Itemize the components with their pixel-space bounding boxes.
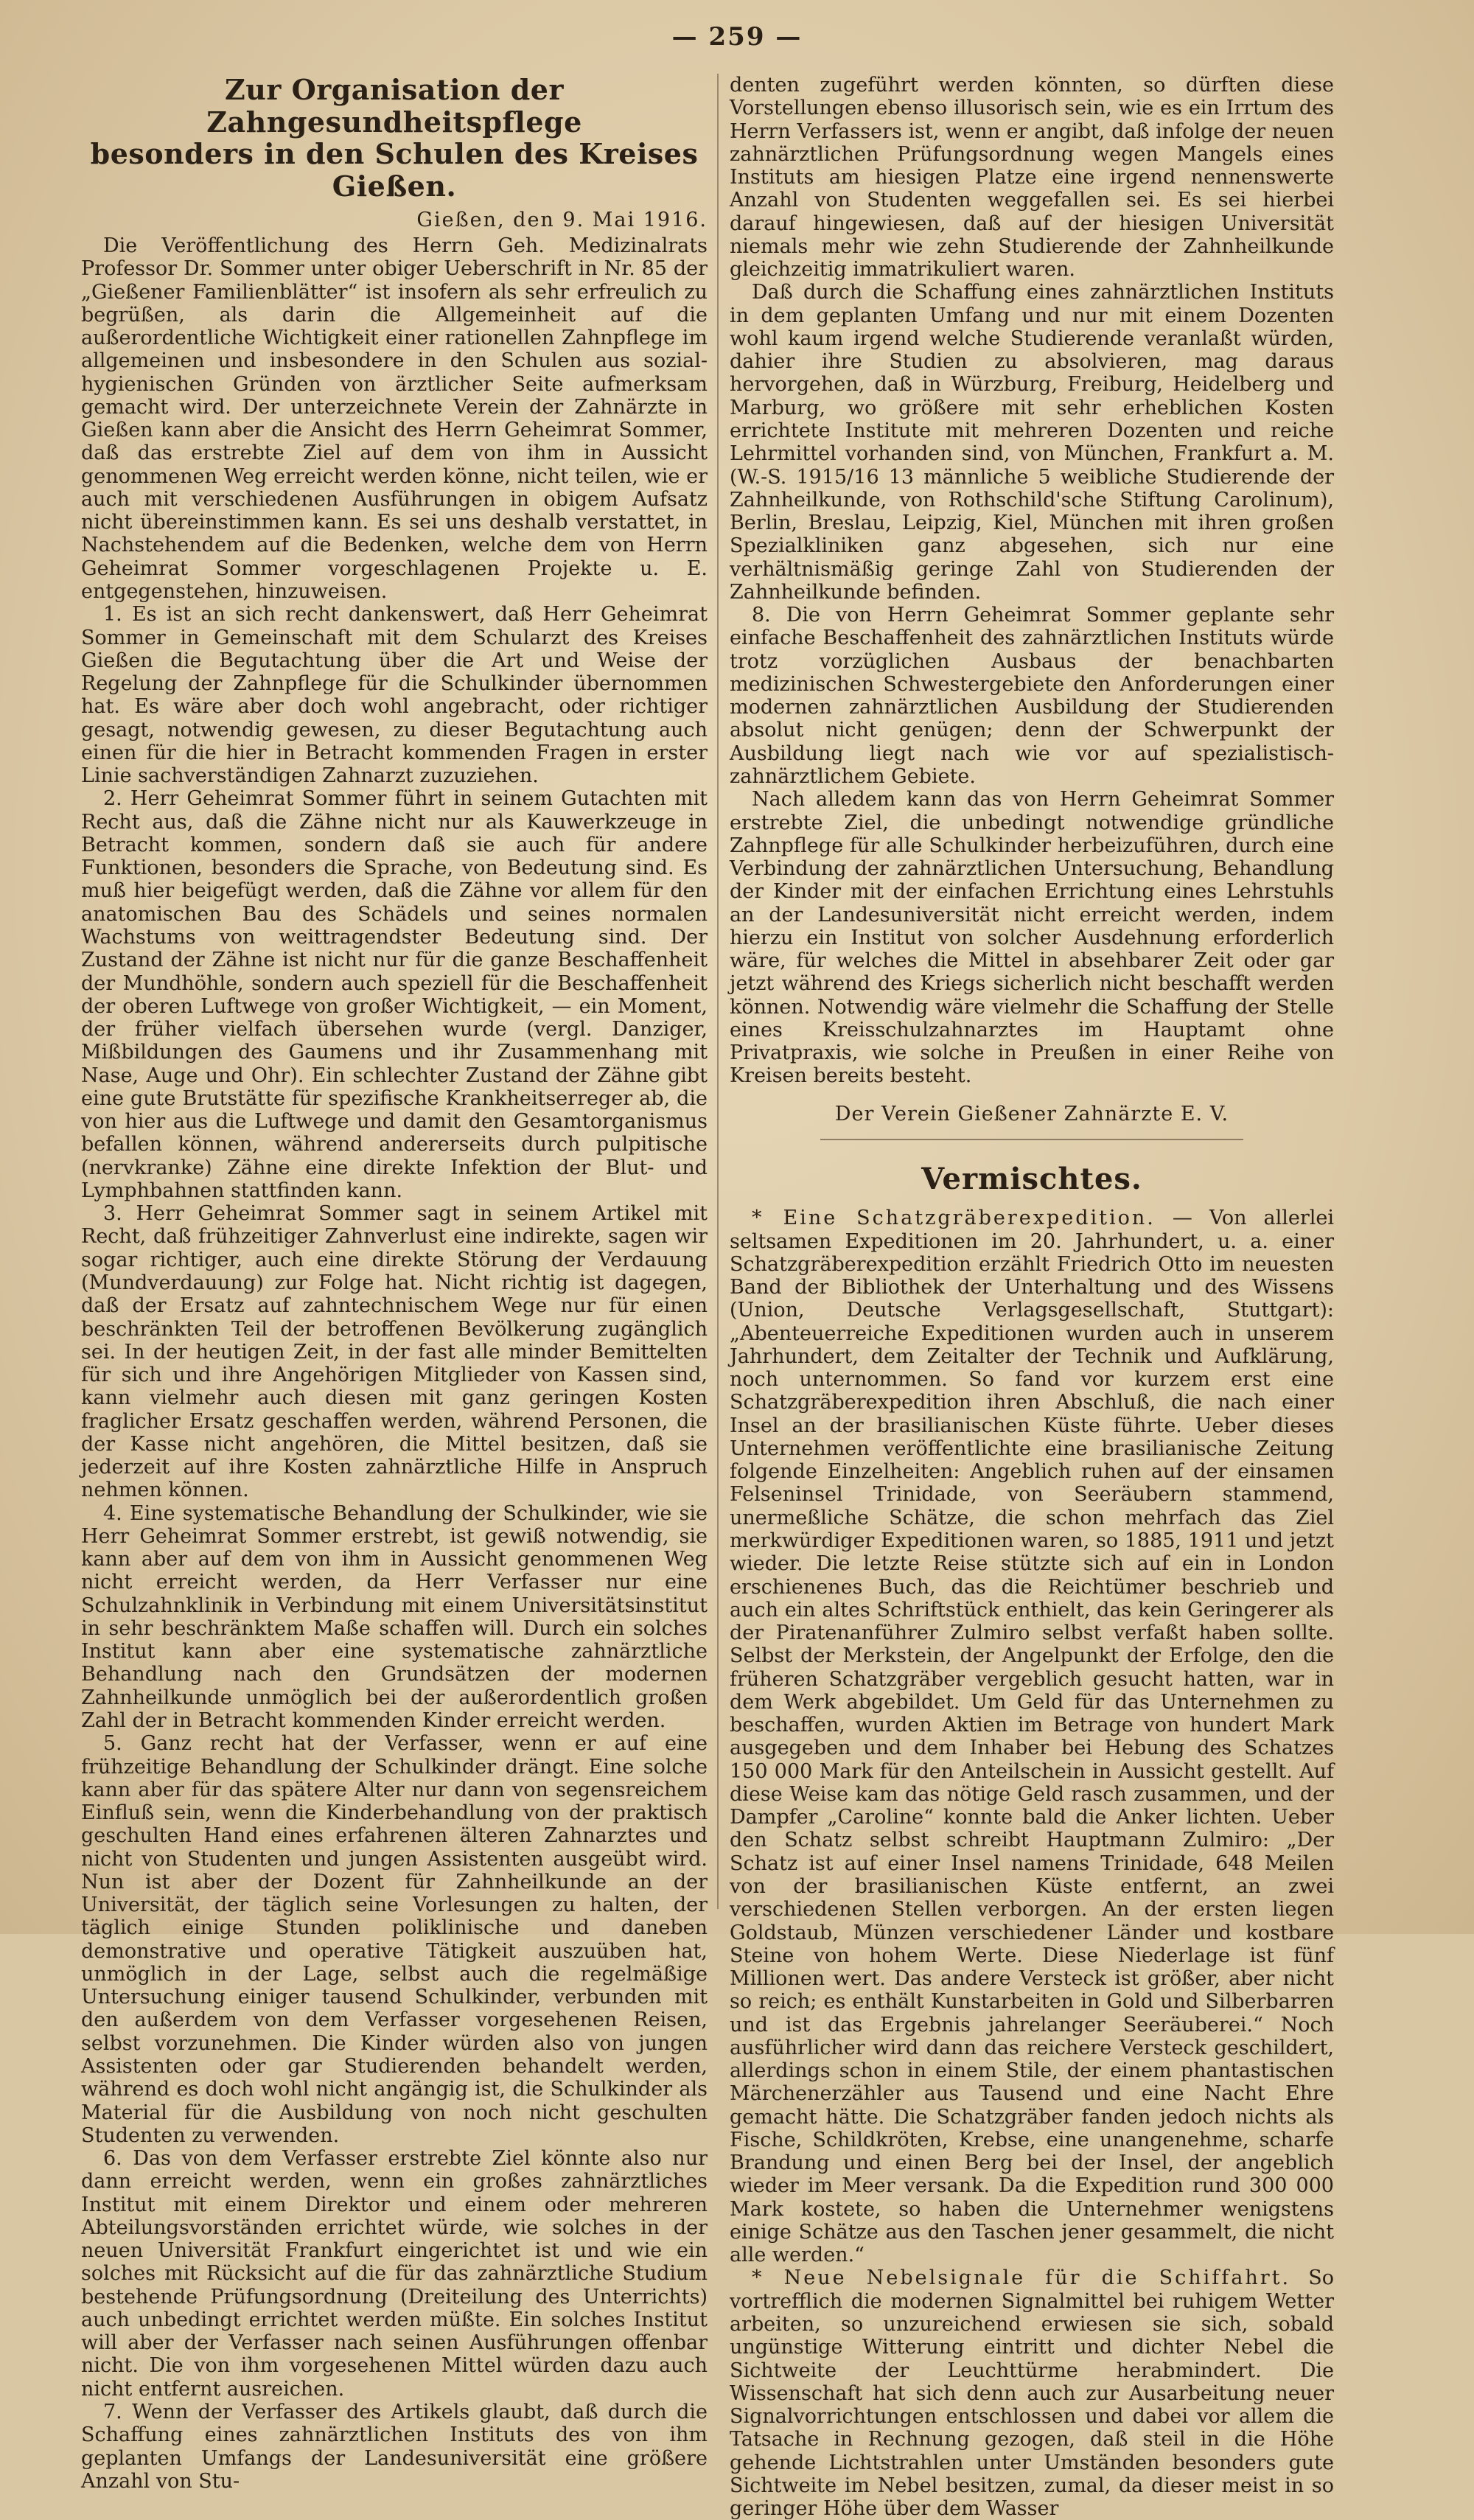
article-point-1: 1. Es ist an sich recht dankenswert, daß Herr Geheimrat Sommer in Gemeinschaft mit dem Schularzt des Kreises Gießen die Begutachtung über die Art und Weise der Regelung der Zahnpflege für die Schulkinder übernommen hat. Es wäre aber doch wohl angebracht, oder richtiger gesagt, notwendig gewesen, zu dieser Begutachtung auch einen für die hier in Betracht kommenden Fragen in erster Linie sachverständigen Zahnarzt zuzuziehen.: [81, 603, 708, 788]
right-column: [730, 74, 1334, 2520]
article-signature: Der Verein Gießener Zahnärzte E. V.: [834, 1102, 1229, 1125]
dateline: Gießen, den 9. Mai 1916.: [416, 208, 708, 231]
headline-line-1: Zur Organisation der Zahngesundheitspflege: [206, 73, 582, 139]
article-point-2: 2. Herr Geheimrat Sommer führt in seinem Gutachten mit Recht aus, daß die Zähne nicht nur als Kauwerkzeuge in Betracht kommen, sondern daß sie auch für andere Funktionen, besonders die Sprache, von Bedeutung sind. Es muß hier beigefügt werden, daß die Zähne vor allem für den anatomischen Bau des Schädels und seines normalen Wachstums von weittragendster Bedeutung sind. Der Zustand der Zähne ist nicht nur für die ganze Beschaffenheit der Mundhöhle, sondern auch speziell für die Beschaffenheit der oberen Luftwege von großer Wichtigkeit, — ein Moment, der früher vielfach übersehen wurde (vergl. Danziger, Mißbildungen des Gaumens und ihr Zusammenhang mit Nase, Auge und Ohr). Ein schlechter Zustand der Zähne gibt eine gute Brutstätte für spezifische Krankheitserreger ab, die von hier aus die Luftwege und damit den Gesamtorganismus befallen können, während andererseits durch pulpitische (nervkranke) Zähne eine direkte Infektion der Blut- und Lymphbahnen stattfinden kann.: [81, 787, 708, 1202]
misc-item-treasure-text: — Von allerlei seltsamen Expeditionen im 20. Jahrhundert, u. a. einer Schatzgräberexpedition erzählt Friedrich Otto im neuesten Band der Bibliothek der Unterhaltung und des Wissens (Union, Deutsche Verlagsgesellschaft, Stuttgart): „Abenteuerreiche Expeditionen wurden auch in unserem Jahrhundert, dem Zeitalter der Technik und Aufklärung, noch unternommen. So fand vor kurzem erst eine Schatzgräberexpedition ihren Abschluß, die nach einer Insel an der brasilianischen Küste führte. Ueber dieses Unternehmen veröffentlichte eine brasilianische Zeitung folgende Einzelheiten: Angeblich ruhen auf der einsamen Felseninsel Trinidade, von Seeräubern stammend, unermeßliche Schätze, die schon mehrfach das Ziel merkwürdiger Expeditionen waren, so 1885, 1911 und jetzt wieder. Die letzte Reise stützte sich auf ein in London erschienenes Buch, das die Reichtümer beschrieb und auch ein altes Schriftstück enthielt, das kein Geringerer als der Piratenanführer Zulmiro selbst verfaßt haben sollte. Selbst der Merkstein, der Angelpunkt der Erfolge, den die früheren Schatzgräber vergeblich gesucht hatten, war in dem Werk abgebildet. Um Geld für das Unternehmen zu beschaffen, wurden Aktien im Betrage von hundert Mark ausgegeben und dem Inhaber bei Hebung des Schatzes 150 000 Mark für den Anteilschein in Aussicht gestellt. Auf diese Weise kam das nötige Geld rasch zusammen, und der Dampfer „Caroline“ konnte bald die Anker lichten. Ueber den Schatz selbst schreibt Hauptmann Zulmiro: „Der Schatz ist auf einer Insel namens Trinidade, 648 Meilen von der brasilianischen Küste entfernt, an zwei verschiedenen Stellen verborgen. An der ersten liegen Goldstaub, Münzen verschiedener Länder und kostbare Steine von hohem Werte. Diese Niederlage ist fünf Millionen wert. Das andere Versteck ist größer, aber nicht so reich; es enthält Kunstarbeiten in Gold und Silberbarren und ist das Ergebnis jahrelanger Seeräuberei.“ Noch ausführlicher wird dann das reichere Versteck geschildert, allerdings schon in einem Stile, der einem phantastischen Märchenerzähler aus Tausend und eine Nacht Ehre gemacht hätte. Die Schatzgräber fanden jedoch nichts als Fische, Schildkröten, Krebse, eine unangenehme, scharfe Brandung und einen Berg bei der Insel, der angeblich wieder im Meer versank. Da die Expedition rund 300 000 Mark kostete, so haben die Unternehmer wenigstens einige Schätze aus den Taschen jener gesammelt, die nicht alle werden.“: [730, 1207, 1334, 2267]
misc-item-treasure-title: * Eine Schatzgräberexpedition.: [752, 1207, 1156, 1230]
article-point-7-continued: denten zugeführt werden könnten, so dürften diese Vorstellungen ebenso illusorisch sein, wie es ein Irrtum des Herrn Verfassers ist, wenn er angibt, daß infolge der neuen zahnärztlichen Prüfungsordnung wegen Mangels eines Instituts am hiesigen Platze eine irgend nennenswerte Anzahl von Studenten weggefallen sei. Es sei hierbei darauf hingewiesen, daß auf der hiesigen Universität niemals mehr wie zehn Studierende der Zahnheilkunde gleichzeitig immatrikuliert waren.: [730, 74, 1334, 282]
section-separator: [820, 1139, 1243, 1140]
article-point-7: 7. Wenn der Verfasser des Artikels glaubt, daß durch die Schaffung eines zahnärztlichen Instituts des von ihm geplanten Umfangs der Landesuniversität eine größere Anzahl von Stu-: [81, 2400, 708, 2493]
article-point-7-second: Daß durch die Schaffung eines zahnärztlichen Instituts in dem geplanten Umfang und nur mit einem Dozenten wohl kaum irgend welche Studierende veranlaßt würden, dahier ihre Studien zu absolvieren, mag daraus hervorgehen, daß in Würzburg, Freiburg, Heidelberg und Marburg, wo größere mit sehr erheblichen Kosten errichtete Institute mit mehreren Dozenten und reiche Lehrmittel vorhanden sind, von München, Frankfurt a. M. (W.-S. 1915/16 13 männliche 5 weibliche Studierende der Zahnheilkunde, von Rothschild'sche Stiftung Carolinum), Berlin, Breslau, Leipzig, Kiel, München mit ihren großen Spezialkliniken ganz abgesehen, sich nur eine verhältnismäßig geringe Zahl von Studierenden der Zahnheilkunde befinden.: [730, 281, 1334, 604]
left-column: [81, 73, 708, 2493]
article-conclusion: Nach alledem kann das von Herrn Geheimrat Sommer erstrebte Ziel, die unbedingt notwendige gründliche Zahnpflege für alle Schulkinder herbeizuführen, durch eine Verbindung der zahnärztlichen Untersuchung, Behandlung der Kinder mit der einfachen Errichtung eines Lehrstuhls an der Landesuniversität nicht erreicht werden, indem hierzu ein Institut von solcher Ausdehnung erforderlich wäre, für welches die Mittel in absehbarer Zeit oder gar jetzt während des Kriegs sicherlich nicht beschafft werden können. Notwendig wäre vielmehr die Schaffung der Stelle eines Kreisschulzahnarztes im Hauptamt ohne Privatpraxis, wie solche in Preußen in einer Reihe von Kreisen bereits besteht.: [730, 788, 1334, 1088]
article-point-6: 6. Das von dem Verfasser erstrebte Ziel könnte also nur dann erreicht werden, wenn ein großes zahnärztliches Institut mit einem Direktor und einem oder mehreren Abteilungsvorständen errichtet würde, wie solches in der neuen Universität Frankfurt eingerichtet ist und wie ein solches mit Rücksicht auf die für das zahnärztliche Studium bestehende Prüfungsordnung (Dreiteilung des Unterrichts) auch unbedingt errichtet werden müßte. Ein solches Institut will aber der Verfasser nach seinen Ausführungen offenbar nicht. Die von ihm vorgesehenen Mittel würden dazu auch nicht entfernt ausreichen.: [81, 2147, 708, 2401]
page-number: — 259 —: [671, 22, 803, 52]
section-title: Vermischtes.: [921, 1161, 1142, 1196]
column-divider: [717, 74, 719, 1909]
article-headline: [81, 74, 708, 203]
article-intro: Die Veröffentlichung des Herrn Geh. Medizinalrats Professor Dr. Sommer unter obiger Ueberschrift in Nr. 85 der „Gießener Familienblätter“ ist insofern als sehr erfreulich zu begrüßen, als darin die Allgemeinheit auf die außerordentliche Wichtigkeit einer rationellen Zahnpflege im allgemeinen und insbesondere in den Schulen aus sozial-hygienischen Gründen von ärztlicher Seite aufmerksam gemacht wird. Der unterzeichnete Verein der Zahnärzte in Gießen kann aber die Ansicht des Herrn Geheimrat Sommer, daß das erstrebte Ziel auf dem von ihm in Aussicht genommenen Weg erreicht werden könne, nicht teilen, wie er auch mit verschiedenen Ausführungen in obigem Aufsatz nicht übereinstimmen kann. Es sei uns deshalb verstattet, in Nachstehendem auf die Bedenken, welche dem von Herrn Geheimrat Sommer vorgeschlagenen Projekte u. E. entgegenstehen, hinzuweisen.: [81, 234, 708, 603]
article-point-3: 3. Herr Geheimrat Sommer sagt in seinem Artikel mit Recht, daß frühzeitiger Zahnverlust eine indirekte, sagen wir sogar richtiger, auch eine direkte Störung der Verdauung (Mundverdauung) zur Folge hat. Nicht richtig ist dagegen, daß der Ersatz auf zahntechnischem Wege nur für einen beschränkten Teil der betroffenen Bevölkerung zugänglich sei. In der heutigen Zeit, in der fast alle minder Bemittelten für sich und ihre Angehörigen Mitglieder von Kassen sind, kann vielmehr auch diesen mit ganz geringen Kosten fraglicher Ersatz geschaffen werden, während Personen, die der Kasse nicht angehören, die Mittel besitzen, daß sie jederzeit auf ihre Kosten zahnärztliche Hilfe in Anspruch nehmen können.: [81, 1202, 708, 1502]
article-point-5: 5. Ganz recht hat der Verfasser, wenn er auf eine frühzeitige Behandlung der Schulkinder drängt. Eine solche kann aber für das spätere Alter nur dann von segensreichem Einfluß sein, wenn die Kinderbehandlung von der praktisch geschulten Hand eines erfahrenen älteren Zahnarztes und nicht von Studenten und jungen Assistenten ausgeübt wird. Nun ist aber der Dozent für Zahnheilkunde an der Universität, der täglich seine Vorlesungen zu halten, der täglich einige Stunden poliklinische und daneben demonstrative und operative Tätigkeit auszuüben hat, unmöglich in der Lage, selbst auch die regelmäßige Untersuchung einiger tausend Schulkinder, verbunden mit den außerdem von dem Verfasser vorgesehenen Reisen, selbst vorzunehmen. Die Kinder würden also von jungen Assistenten oder gar Studierenden behandelt werden, während es doch wohl nicht angängig ist, die Schulkinder als Material für die Ausbildung von noch nicht geschulten Studenten zu verwenden.: [81, 1732, 708, 2147]
misc-item-fog-signals-title: * Neue Nebelsignale für die Schiffahrt.: [752, 2266, 1291, 2290]
headline-line-2: besonders in den Schulen des Kreises Gießen.: [90, 137, 699, 203]
article-point-8: 8. Die von Herrn Geheimrat Sommer geplante sehr einfache Beschaffenheit des zahnärztlichen Instituts würde trotz vorzüglichen Ausbaus der benachbarten medizinischen Schwestergebiete den Anforderungen einer modernen zahnärztlichen Ausbildung der Studierenden absolut nicht genügen; denn der Schwerpunkt der Ausbildung liegt nach wie vor auf spezialistisch-zahnärztlichem Gebiete.: [730, 604, 1334, 788]
misc-item-treasure: [730, 1207, 1334, 2266]
misc-item-fog-signals: [730, 2266, 1334, 2520]
misc-item-fog-signals-text: So vortrefflich die modernen Signalmittel bei ruhigem Wetter arbeiten, so unzureichend erwiesen sie sich, sobald ungünstige Witterung eintritt und dichter Nebel die Sichtweite der Leuchttürme herabmindert. Die Wissenschaft hat sich denn auch zur Ausarbeitung neuer Signalvorrichtungen entschlossen und dabei vor allem die Tatsache in Rechnung gezogen, daß steil in die Höhe gehende Lichtstrahlen unter Umständen besonders gute Sichtweite im Nebel besitzen, zumal, da dieser meist in so geringer Höhe über dem Wasser: [730, 2266, 1334, 2520]
article-point-4: 4. Eine systematische Behandlung der Schulkinder, wie sie Herr Geheimrat Sommer erstrebt, ist gewiß notwendig, sie kann aber auf dem von ihm in Aussicht genommenen Weg nicht erreicht werden, da Herr Verfasser nur eine Schulzahnklinik in Verbindung mit einem Universitätsinstitut in sehr beschränktem Maße schaffen will. Durch ein solches Institut kann aber eine systematische zahnärztliche Behandlung nach den Grundsätzen der modernen Zahnheilkunde unmöglich bei der außerordentlich großen Zahl der in Betracht kommenden Kinder erreicht werden.: [81, 1501, 708, 1733]
